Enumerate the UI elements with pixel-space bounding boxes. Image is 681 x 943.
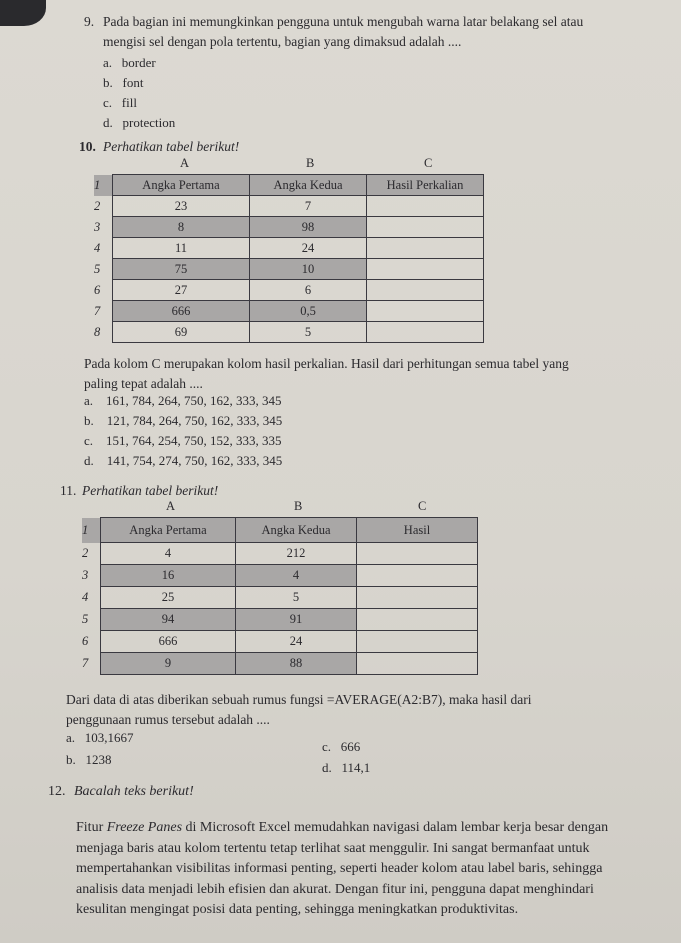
option-text: 103,1667 bbox=[84, 730, 134, 745]
row-number: 8 bbox=[94, 324, 101, 339]
q9-option-b bbox=[103, 73, 143, 93]
q10-col-c: C bbox=[424, 156, 433, 170]
passage-emphasis: Freeze Panes bbox=[106, 820, 183, 835]
table-cell bbox=[357, 653, 478, 675]
q12-passage bbox=[76, 818, 666, 921]
q9-option-d bbox=[103, 113, 175, 133]
passage-line: analisis data menjadi lebih efisien dan akurat. Dengan fitur ini, pengguna dapat menghindari bbox=[76, 881, 594, 897]
table-cell: 212 bbox=[236, 543, 357, 565]
table-cell bbox=[357, 587, 478, 609]
passage-line: kesulitan mengingat posisi data penting, sehingga meningkatkan produktivitas. bbox=[76, 902, 519, 917]
option-text: border bbox=[121, 55, 156, 70]
table-row bbox=[94, 196, 484, 217]
option-text: 114,1 bbox=[341, 760, 371, 775]
table-cell: 98 bbox=[250, 217, 367, 238]
table-row bbox=[94, 217, 484, 238]
q11-col-b: B bbox=[294, 499, 303, 513]
q11-table bbox=[82, 517, 478, 675]
q11-option-a bbox=[66, 728, 134, 748]
q12-number: 12. bbox=[48, 784, 66, 799]
table-cell bbox=[367, 280, 484, 301]
q10-option-a bbox=[84, 391, 282, 411]
table-cell: 4 bbox=[236, 565, 357, 587]
passage-text: Fitur bbox=[76, 820, 107, 835]
table-cell bbox=[357, 543, 478, 565]
table-cell: 24 bbox=[236, 631, 357, 653]
option-letter: c. bbox=[322, 739, 332, 754]
option-text: font bbox=[122, 75, 144, 90]
table-cell: 10 bbox=[250, 259, 367, 280]
option-letter: a. bbox=[66, 730, 76, 745]
table-cell: 5 bbox=[250, 322, 367, 343]
option-text: fill bbox=[121, 95, 137, 110]
row-number: 3 bbox=[94, 219, 101, 234]
q9-text-line1: Pada bagian ini memungkinkan pengguna untuk mengubah warna latar belakang sel atau bbox=[103, 14, 584, 29]
q10-table bbox=[94, 174, 484, 343]
table-row bbox=[82, 587, 478, 609]
table-cell: 5 bbox=[236, 587, 357, 609]
row-number: 4 bbox=[82, 590, 89, 604]
table-cell bbox=[367, 259, 484, 280]
q9-option-a bbox=[103, 53, 156, 73]
table-cell: 23 bbox=[113, 196, 250, 217]
table-row bbox=[94, 238, 484, 259]
table-header-cell: Hasil Perkalian bbox=[367, 175, 484, 196]
option-letter: c. bbox=[84, 433, 94, 448]
option-letter: b. bbox=[66, 752, 76, 767]
table-cell: 75 bbox=[113, 259, 250, 280]
table-cell bbox=[367, 322, 484, 343]
table-row bbox=[94, 280, 484, 301]
table-cell: 88 bbox=[236, 653, 357, 675]
q11-option-d bbox=[322, 758, 370, 778]
row-number: 5 bbox=[94, 261, 101, 276]
table-cell bbox=[367, 301, 484, 322]
option-text: protection bbox=[122, 115, 176, 130]
q10-option-c bbox=[84, 431, 282, 451]
q10-text-line1: Pada kolom C merupakan kolom hasil perkalian. Hasil dari perhitungan semua tabel yang bbox=[84, 356, 569, 371]
q11-number: 11. bbox=[60, 483, 77, 498]
table-header-cell: Angka Pertama bbox=[101, 518, 236, 543]
row-number: 2 bbox=[94, 198, 101, 213]
table-row bbox=[82, 565, 478, 587]
option-letter: b. bbox=[103, 75, 113, 90]
table-cell: 27 bbox=[113, 280, 250, 301]
option-letter: d. bbox=[103, 115, 113, 130]
q10-col-a: A bbox=[180, 156, 190, 170]
q12-prompt: Bacalah teks berikut! bbox=[74, 784, 194, 799]
table-row bbox=[94, 175, 484, 196]
q9-text-line2: mengisi sel dengan pola tertentu, bagian yang dimaksud adalah .... bbox=[103, 34, 462, 49]
table-cell bbox=[367, 196, 484, 217]
table-row bbox=[82, 653, 478, 675]
q10-option-d bbox=[84, 451, 282, 471]
table-cell bbox=[357, 631, 478, 653]
table-header-cell: Angka Kedua bbox=[250, 175, 367, 196]
option-letter: d. bbox=[84, 453, 94, 468]
q11-col-a: A bbox=[166, 499, 176, 513]
table-cell: 9 bbox=[101, 653, 236, 675]
table-cell: 11 bbox=[113, 238, 250, 259]
table-cell: 666 bbox=[101, 631, 236, 653]
q10-number: 10. bbox=[79, 139, 96, 154]
q10-col-b: B bbox=[306, 156, 315, 170]
q11-option-b bbox=[66, 750, 112, 770]
option-text: 151, 764, 254, 750, 152, 333, 335 bbox=[106, 433, 282, 448]
option-text: 141, 754, 274, 750, 162, 333, 345 bbox=[106, 453, 283, 468]
q11-text-line2: penggunaan rumus tersebut adalah .... bbox=[66, 712, 270, 727]
table-cell: 6 bbox=[250, 280, 367, 301]
option-letter: a. bbox=[84, 393, 94, 408]
option-text: 121, 784, 264, 750, 162, 333, 345 bbox=[106, 413, 283, 428]
option-letter: b. bbox=[84, 413, 94, 428]
table-cell: 4 bbox=[101, 543, 236, 565]
row-number: 7 bbox=[94, 303, 101, 318]
table-cell: 24 bbox=[250, 238, 367, 259]
passage-line: mempertahankan visibilitas informasi penting, seperti header kolom atau label baris, sehingga bbox=[76, 861, 603, 876]
q11-prompt: Perhatikan tabel berikut! bbox=[82, 483, 219, 498]
option-letter: d. bbox=[322, 760, 332, 775]
option-letter: a. bbox=[103, 55, 113, 70]
table-cell: 0,5 bbox=[250, 301, 367, 322]
table-row bbox=[82, 518, 478, 543]
table-row bbox=[94, 259, 484, 280]
table-cell: 7 bbox=[250, 196, 367, 217]
table-cell: 8 bbox=[113, 217, 250, 238]
row-number: 6 bbox=[82, 634, 89, 648]
row-number: 7 bbox=[82, 656, 89, 670]
q11-col-c: C bbox=[418, 499, 427, 513]
table-row bbox=[94, 301, 484, 322]
q10-option-b bbox=[84, 411, 282, 431]
q10-prompt: Perhatikan tabel berikut! bbox=[103, 139, 240, 154]
q11-option-c bbox=[322, 737, 360, 757]
table-cell: 25 bbox=[101, 587, 236, 609]
table-cell bbox=[357, 565, 478, 587]
passage-text: di Microsoft Excel memudahkan navigasi dalam lembar kerja besar dengan bbox=[182, 820, 609, 835]
table-header-cell: Angka Kedua bbox=[236, 518, 357, 543]
row-number: 2 bbox=[82, 546, 89, 560]
row-number: 3 bbox=[82, 568, 89, 582]
passage-line bbox=[76, 818, 666, 839]
q10-text-line2: paling tepat adalah .... bbox=[84, 376, 203, 391]
q11-text-line1: Dari data di atas diberikan sebuah rumus fungsi =AVERAGE(A2:B7), maka hasil dari bbox=[66, 692, 532, 707]
table-header-cell: Angka Pertama bbox=[113, 175, 250, 196]
option-text: 1238 bbox=[85, 752, 112, 767]
row-number: 6 bbox=[94, 282, 101, 297]
row-number: 1 bbox=[94, 175, 113, 196]
option-text: 161, 784, 264, 750, 162, 333, 345 bbox=[106, 393, 282, 408]
row-number: 4 bbox=[94, 240, 101, 255]
table-cell: 94 bbox=[101, 609, 236, 631]
table-cell bbox=[367, 238, 484, 259]
table-cell bbox=[367, 217, 484, 238]
table-cell: 69 bbox=[113, 322, 250, 343]
q9-number: 9. bbox=[84, 14, 95, 29]
table-cell: 91 bbox=[236, 609, 357, 631]
table-header-cell: Hasil bbox=[357, 518, 478, 543]
table-cell: 666 bbox=[113, 301, 250, 322]
row-number: 1 bbox=[82, 518, 101, 543]
table-row bbox=[94, 322, 484, 343]
table-row bbox=[82, 631, 478, 653]
table-cell: 16 bbox=[101, 565, 236, 587]
passage-line: menjaga baris atau kolom tertentu tetap terlihat saat menggulir. Ini sangat bermanfaat untuk bbox=[76, 840, 590, 856]
option-letter: c. bbox=[103, 95, 113, 110]
table-row bbox=[82, 609, 478, 631]
binder-clip-shadow bbox=[0, 0, 46, 26]
row-number: 5 bbox=[82, 612, 89, 626]
option-text: 666 bbox=[340, 739, 361, 754]
table-cell bbox=[357, 609, 478, 631]
q9-option-c bbox=[103, 93, 137, 113]
table-row bbox=[82, 543, 478, 565]
